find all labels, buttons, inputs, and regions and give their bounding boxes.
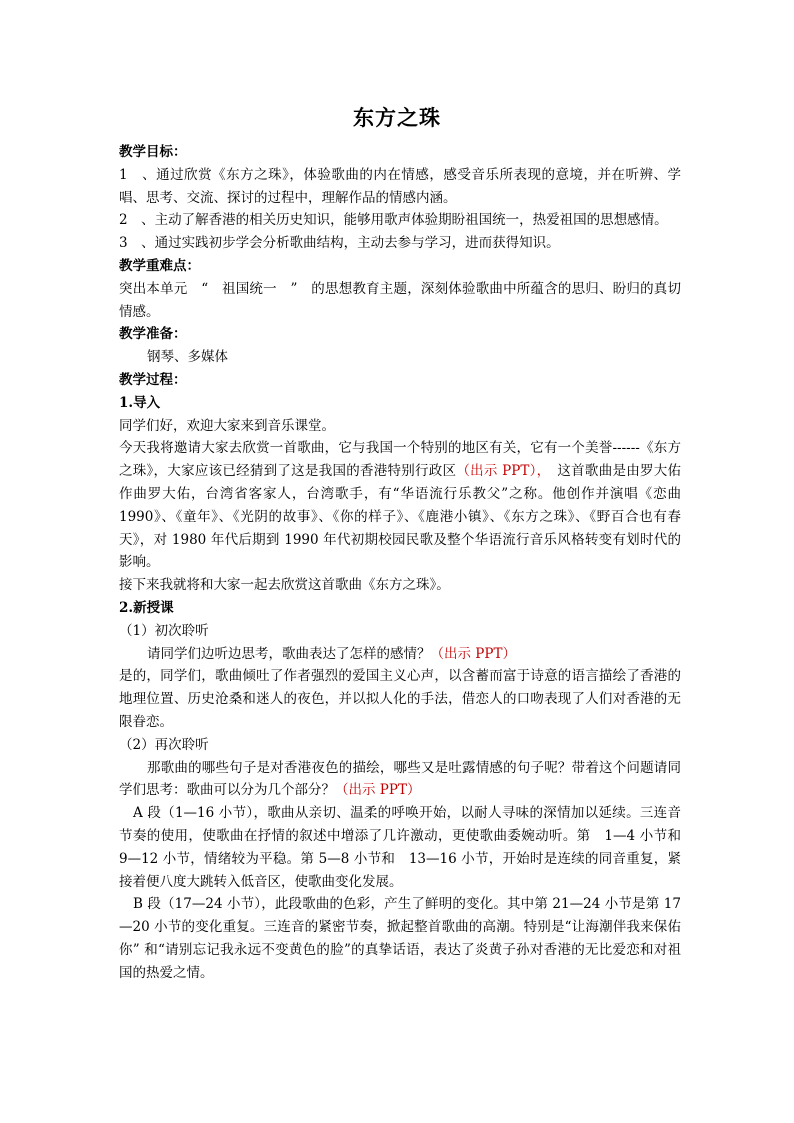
- prep-heading: 教学准备：: [119, 326, 187, 343]
- ppt-note: （出示 PPT）: [430, 645, 516, 662]
- page-title: 东方之珠: [353, 105, 441, 130]
- sub-1-question-text: 请同学们边听边思考，歌曲表达了怎样的感情？: [147, 645, 431, 662]
- goals-heading: 教学目标：: [119, 144, 187, 160]
- section-a-analysis: A 段（1—16 小节），歌曲从亲切、温柔的呼唤开始，以耐人寻味的深情加以延续。三连音节奏的使用，使歌曲在抒情的叙述中增添了几许激动，更使歌曲委婉动听。第 1—4 小节和 9—12 小节，情绪较为平稳。第 5—8 小节和 13—16 小节，开始时是连续的同音重复，紧接着便八度大跳转入低音区，使歌曲变化发展。: [119, 805, 695, 890]
- sub-2-heading: （2）再次聆听: [119, 736, 209, 753]
- sub-1-heading: （1）初次聆听: [119, 622, 209, 639]
- key-points-text: 突出本单元 “ 祖国统一 ” 的思想教育主题，深刻体验歌曲中所蕴含的思归、盼归的真切情感。: [119, 280, 681, 320]
- sub-2-question: [119, 757, 681, 803]
- document-body: [119, 141, 695, 984]
- sub-2-question-text: 那歌曲的哪些句子是对香港夜色的描绘，哪些又是吐露情感的句子呢？带着这个问题请同学们思考：歌曲可以分为几个部分？: [119, 759, 681, 799]
- goal-item-1: 1 、通过欣赏《东方之珠》，体验歌曲的内在情感，感受音乐所表现的意境，并在听辨、学唱、思考、交流、探讨的过程中，理解作品的情感内涵。: [119, 166, 681, 206]
- ppt-note: （出示 PPT）: [335, 782, 421, 799]
- key-points-heading: 教学重难点：: [119, 257, 200, 274]
- section-2-heading: 2.新授课: [119, 599, 174, 616]
- section-1-p2: [119, 437, 681, 574]
- section-b-analysis: B 段（17—24 小节），此段歌曲的色彩，产生了鲜明的变化。其中第 21—24 小节是第 17—20 小节的变化重复。三连音的紧密节奏，掀起整首歌曲的高潮。特别是“让海潮伴我来保佑你” 和“请别忘记我永远不变黄色的脸”的真挚话语，表达了炎黄子孙对香港的无比爱恋和对祖国的热爱之情。: [119, 896, 681, 981]
- section-1-p1: 同学们好，欢迎大家来到音乐课堂。: [119, 417, 335, 434]
- goal-item-3: 3 、通过实践初步学会分析歌曲结构，主动去参与学习，进而获得知识。: [119, 235, 560, 252]
- ppt-note: （出示 PPT），: [456, 463, 544, 480]
- process-heading: 教学过程：: [119, 371, 187, 388]
- section-1-p2-text-a: 今天我将邀请大家去欣赏一首歌曲，它与我国一个特别的地区有关，它有一个美誉------《东方之珠》，大家应该已经猜到了这是我国的香港特别行政区: [119, 440, 681, 480]
- sub-1-question: [119, 643, 681, 666]
- section-1-p3: 接下来我就将和大家一起去欣赏这首歌曲《东方之珠》。: [119, 577, 450, 594]
- section-1-heading: 1.导入: [119, 394, 161, 411]
- prep-text: 钢琴、多媒体: [147, 349, 228, 366]
- section-1-p2-text-b: 这首歌曲是由罗大佑作曲罗大佑，台湾省客家人，台湾歌手，有“华语流行乐教父”之称。他创作并演唱《恋曲 1990》、《童年》、《光阴的故事》、《你的样子》、《鹿港小镇》、《东方之珠》、《野百合也有春天》，对 1980 年代后期到 1990 年代初期校园民歌及整个华语流行音乐风格转变有划时代的影响。: [119, 463, 682, 571]
- sub-1-answer: 是的，同学们，歌曲倾吐了作者强烈的爱国主义心声，以含蓄而富于诗意的语言描绘了香港的地理位置、历史沧桑和迷人的夜色，并以拟人化的手法，借恋人的口吻表现了人们对香港的无限眷恋。: [119, 668, 681, 730]
- goal-item-2: 2 、主动了解香港的相关历史知识，能够用歌声体验期盼祖国统一，热爱祖国的思想感情。: [119, 212, 668, 229]
